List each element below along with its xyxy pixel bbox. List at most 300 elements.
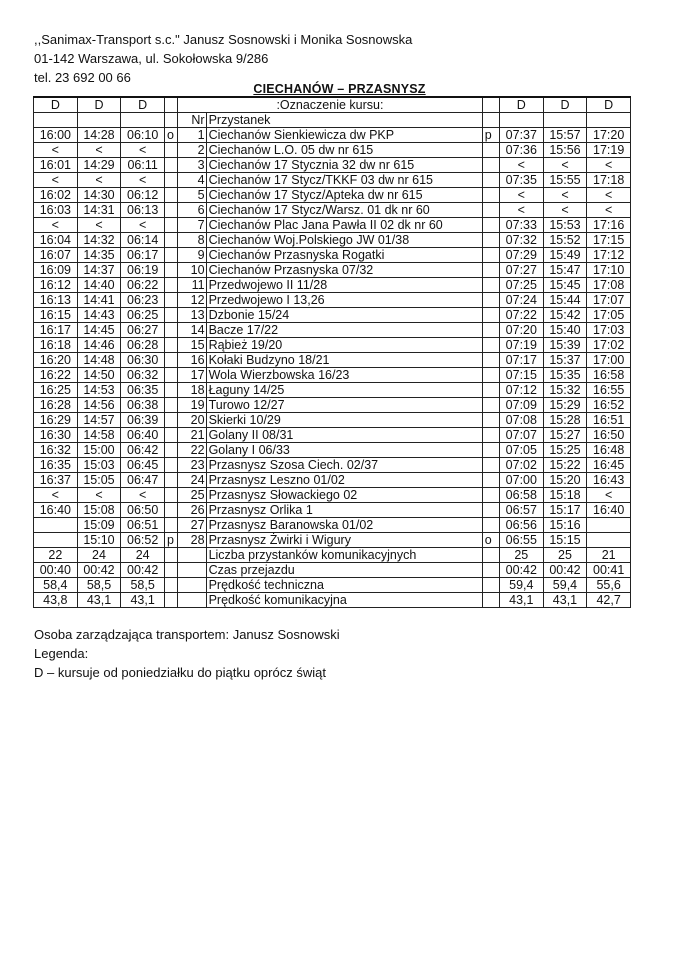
departure-time: 07:25	[499, 278, 543, 293]
course-mark	[164, 293, 177, 308]
departure-time: 15:35	[543, 368, 587, 383]
departure-time: 14:48	[77, 353, 121, 368]
summary-row	[34, 548, 631, 563]
departure-time: <	[543, 188, 587, 203]
departure-time: 07:05	[499, 443, 543, 458]
stop-number: 22	[178, 443, 206, 458]
course-mark	[164, 398, 177, 413]
departure-time: <	[34, 488, 78, 503]
summary-value: 42,7	[587, 593, 631, 608]
departure-time: 14:32	[77, 233, 121, 248]
departure-time: 06:22	[121, 278, 165, 293]
departure-time: 15:17	[543, 503, 587, 518]
summary-value: 24	[121, 548, 165, 563]
departure-time: 16:48	[587, 443, 631, 458]
departure-time: 14:57	[77, 413, 121, 428]
table-row	[34, 368, 631, 383]
departure-time: 17:19	[587, 143, 631, 158]
summary-value: 24	[77, 548, 121, 563]
departure-time: 15:44	[543, 293, 587, 308]
route-title: CIECHANÓW – PRZASNYSZ	[253, 82, 426, 96]
stop-name: Ciechanów L.O. 05 dw nr 615	[206, 143, 482, 158]
departure-time: <	[121, 218, 165, 233]
stop-number: 10	[178, 263, 206, 278]
departure-time: 06:51	[121, 518, 165, 533]
legend-label: Legenda:	[34, 646, 89, 661]
departure-time: 14:35	[77, 248, 121, 263]
table-row	[34, 428, 631, 443]
departure-time: 14:56	[77, 398, 121, 413]
departure-time: 16:40	[587, 503, 631, 518]
summary-row	[34, 593, 631, 608]
course-mark: p	[482, 128, 499, 143]
stop-name: Przasnysz Słowackiego 02	[206, 488, 482, 503]
stop-header: Przystanek	[206, 113, 482, 128]
departure-time: 15:53	[543, 218, 587, 233]
departure-time: 06:52	[121, 533, 165, 548]
course-mark	[482, 503, 499, 518]
stop-name: Ciechanów Sienkiewicza dw PKP	[206, 128, 482, 143]
table-row	[34, 458, 631, 473]
stop-number: 24	[178, 473, 206, 488]
course-mark	[164, 218, 177, 233]
departure-time: 15:56	[543, 143, 587, 158]
departure-time: 07:27	[499, 263, 543, 278]
departure-time: 07:09	[499, 398, 543, 413]
summary-value: 00:42	[77, 563, 121, 578]
departure-time: <	[77, 488, 121, 503]
course-mark	[482, 518, 499, 533]
stop-name: Ciechanów 17 Stycz/Apteka dw nr 615	[206, 188, 482, 203]
table-row	[34, 503, 631, 518]
departure-time: 15:40	[543, 323, 587, 338]
course-mark	[482, 398, 499, 413]
table-row	[34, 338, 631, 353]
departure-time: 16:58	[587, 368, 631, 383]
departure-time: 17:18	[587, 173, 631, 188]
summary-row	[34, 578, 631, 593]
departure-time: 16:45	[587, 458, 631, 473]
course-mark	[164, 503, 177, 518]
departure-time: 07:36	[499, 143, 543, 158]
course-mark	[164, 488, 177, 503]
table-row	[34, 143, 631, 158]
course-mark	[482, 248, 499, 263]
legend-d: D – kursuje od poniedziałku do piątku oprócz świąt	[34, 665, 326, 680]
course-label: :Oznaczenie kursu:	[178, 97, 483, 113]
departure-time: <	[77, 143, 121, 158]
departure-time: 07:33	[499, 218, 543, 233]
departure-time: 06:57	[499, 503, 543, 518]
departure-time: 15:28	[543, 413, 587, 428]
departure-time: 14:53	[77, 383, 121, 398]
departure-time: 06:50	[121, 503, 165, 518]
course-mark	[164, 383, 177, 398]
stop-number: 23	[178, 458, 206, 473]
stop-name: Przasnysz Baranowska 01/02	[206, 518, 482, 533]
departure-time: 16:43	[587, 473, 631, 488]
departure-time	[587, 533, 631, 548]
departure-time: 06:10	[121, 128, 165, 143]
stop-number: 20	[178, 413, 206, 428]
stop-name: Przedwojewo II 11/28	[206, 278, 482, 293]
table-row	[34, 383, 631, 398]
course-mark	[164, 428, 177, 443]
departure-time: 17:00	[587, 353, 631, 368]
stop-number: 15	[178, 338, 206, 353]
departure-time: 07:29	[499, 248, 543, 263]
summary-value: 58,4	[34, 578, 78, 593]
departure-time: 07:35	[499, 173, 543, 188]
departure-time: 07:20	[499, 323, 543, 338]
departure-time: <	[499, 203, 543, 218]
departure-time: 15:08	[77, 503, 121, 518]
table-row	[34, 218, 631, 233]
departure-time: 16:00	[34, 128, 78, 143]
table-row	[34, 128, 631, 143]
departure-time: 16:15	[34, 308, 78, 323]
departure-time: <	[121, 488, 165, 503]
transport-manager: Osoba zarządzająca transportem: Janusz Sosnowski	[34, 627, 340, 642]
departure-time: 06:14	[121, 233, 165, 248]
summary-value: 00:41	[587, 563, 631, 578]
table-row	[34, 488, 631, 503]
course-mark	[482, 383, 499, 398]
departure-time: 14:29	[77, 158, 121, 173]
departure-time: 14:30	[77, 188, 121, 203]
departure-time: <	[587, 488, 631, 503]
course-mark	[482, 158, 499, 173]
departure-time: 16:07	[34, 248, 78, 263]
table-row	[34, 323, 631, 338]
departure-time: 14:46	[77, 338, 121, 353]
day-code: D	[499, 97, 543, 113]
departure-time: 15:45	[543, 278, 587, 293]
departure-time: 06:38	[121, 398, 165, 413]
departure-time: 15:57	[543, 128, 587, 143]
course-mark	[482, 368, 499, 383]
summary-value: 25	[543, 548, 587, 563]
departure-time: 06:47	[121, 473, 165, 488]
course-mark	[482, 293, 499, 308]
course-mark	[482, 233, 499, 248]
departure-time: 14:45	[77, 323, 121, 338]
course-mark	[482, 263, 499, 278]
table-row	[34, 533, 631, 548]
course-mark: o	[164, 128, 177, 143]
table-row	[34, 443, 631, 458]
stop-number: 8	[178, 233, 206, 248]
company-phone: tel. 23 692 00 66	[34, 70, 131, 85]
departure-time: <	[34, 173, 78, 188]
stop-name: Turowo 12/27	[206, 398, 482, 413]
departure-time: 17:02	[587, 338, 631, 353]
course-mark	[482, 443, 499, 458]
departure-time: 07:08	[499, 413, 543, 428]
departure-time: 14:43	[77, 308, 121, 323]
departure-time: <	[121, 173, 165, 188]
company-address: 01-142 Warszawa, ul. Sokołowska 9/286	[34, 51, 269, 66]
departure-time: 14:40	[77, 278, 121, 293]
course-mark	[482, 143, 499, 158]
stop-number: 3	[178, 158, 206, 173]
course-mark	[482, 278, 499, 293]
course-mark	[164, 308, 177, 323]
stop-number: 21	[178, 428, 206, 443]
departure-time: 14:41	[77, 293, 121, 308]
stop-name: Wola Wierzbowska 16/23	[206, 368, 482, 383]
course-mark	[164, 413, 177, 428]
departure-time: 07:12	[499, 383, 543, 398]
summary-label: Liczba przystanków komunikacyjnych	[206, 548, 482, 563]
departure-time: 16:18	[34, 338, 78, 353]
departure-time: 15:47	[543, 263, 587, 278]
stop-name: Przedwojewo I 13,26	[206, 293, 482, 308]
departure-time: 16:50	[587, 428, 631, 443]
stop-name: Kołaki Budzyno 18/21	[206, 353, 482, 368]
departure-time: <	[34, 143, 78, 158]
course-mark	[164, 158, 177, 173]
departure-time: 17:07	[587, 293, 631, 308]
departure-time: 14:58	[77, 428, 121, 443]
departure-time: 06:39	[121, 413, 165, 428]
course-mark	[482, 218, 499, 233]
nr-header: Nr	[178, 113, 206, 128]
stop-name: Ciechanów 17 Stycz/Warsz. 01 dk nr 60	[206, 203, 482, 218]
departure-time: 16:03	[34, 203, 78, 218]
stop-name: Przasnysz Orlika 1	[206, 503, 482, 518]
course-mark: o	[482, 533, 499, 548]
course-mark	[482, 323, 499, 338]
stop-name: Ciechanów 17 Stycz/TKKF 03 dw nr 615	[206, 173, 482, 188]
stop-number: 2	[178, 143, 206, 158]
course-mark	[164, 233, 177, 248]
departure-time: 17:03	[587, 323, 631, 338]
stop-name: Golany I 06/33	[206, 443, 482, 458]
stop-number: 7	[178, 218, 206, 233]
departure-time: 07:24	[499, 293, 543, 308]
departure-time: 15:09	[77, 518, 121, 533]
table-row	[34, 248, 631, 263]
departure-time: 15:29	[543, 398, 587, 413]
stop-name: Ciechanów Przasnyska Rogatki	[206, 248, 482, 263]
departure-time: 16:35	[34, 458, 78, 473]
departure-time: 17:08	[587, 278, 631, 293]
stop-number: 6	[178, 203, 206, 218]
departure-time: 07:15	[499, 368, 543, 383]
departure-time: 16:51	[587, 413, 631, 428]
departure-time: 07:19	[499, 338, 543, 353]
departure-time: 16:32	[34, 443, 78, 458]
departure-time: 15:42	[543, 308, 587, 323]
departure-time: 07:02	[499, 458, 543, 473]
departure-time: 15:32	[543, 383, 587, 398]
summary-value: 43,1	[543, 593, 587, 608]
course-mark	[164, 248, 177, 263]
stop-name: Skierki 10/29	[206, 413, 482, 428]
stop-number: 28	[178, 533, 206, 548]
course-mark	[482, 188, 499, 203]
stop-number: 19	[178, 398, 206, 413]
departure-time: 15:22	[543, 458, 587, 473]
stop-name: Ciechanów Przasnyska 07/32	[206, 263, 482, 278]
course-mark	[482, 488, 499, 503]
departure-time: 15:20	[543, 473, 587, 488]
departure-time: 06:13	[121, 203, 165, 218]
table-row	[34, 263, 631, 278]
departure-time: 15:55	[543, 173, 587, 188]
stop-number: 16	[178, 353, 206, 368]
departure-time: 16:13	[34, 293, 78, 308]
departure-time: 15:49	[543, 248, 587, 263]
summary-value: 43,1	[121, 593, 165, 608]
stop-number: 1	[178, 128, 206, 143]
departure-time: 16:30	[34, 428, 78, 443]
course-mark	[164, 263, 177, 278]
departure-time: 15:18	[543, 488, 587, 503]
course-mark	[482, 173, 499, 188]
summary-value: 22	[34, 548, 78, 563]
course-mark	[164, 368, 177, 383]
course-mark	[164, 173, 177, 188]
summary-value: 59,4	[499, 578, 543, 593]
day-code: D	[543, 97, 587, 113]
day-code: D	[587, 97, 631, 113]
departure-time: 17:15	[587, 233, 631, 248]
departure-time: 07:00	[499, 473, 543, 488]
course-mark	[164, 458, 177, 473]
departure-time: <	[543, 158, 587, 173]
departure-time: 16:12	[34, 278, 78, 293]
course-mark	[482, 353, 499, 368]
departure-time: 15:52	[543, 233, 587, 248]
header-row-columns	[34, 113, 631, 128]
summary-value: 00:42	[499, 563, 543, 578]
summary-label: Prędkość komunikacyjna	[206, 593, 482, 608]
stop-name: Przasnysz Leszno 01/02	[206, 473, 482, 488]
departure-time: 16:09	[34, 263, 78, 278]
departure-time: 06:40	[121, 428, 165, 443]
footer	[34, 625, 340, 682]
course-mark	[164, 518, 177, 533]
course-mark	[164, 143, 177, 158]
stop-name: Ciechanów Woj.Polskiego JW 01/38	[206, 233, 482, 248]
timetable	[33, 96, 631, 608]
departure-time: 06:12	[121, 188, 165, 203]
day-code: D	[77, 97, 121, 113]
table-row	[34, 293, 631, 308]
stop-name: Przasnysz Szosa Ciech. 02/37	[206, 458, 482, 473]
departure-time: 15:37	[543, 353, 587, 368]
table-row	[34, 308, 631, 323]
departure-time: 07:17	[499, 353, 543, 368]
departure-time: 07:07	[499, 428, 543, 443]
departure-time: 06:35	[121, 383, 165, 398]
departure-time: 07:32	[499, 233, 543, 248]
stop-name: Ciechanów Plac Jana Pawła II 02 dk nr 60	[206, 218, 482, 233]
departure-time: 15:03	[77, 458, 121, 473]
departure-time: 15:25	[543, 443, 587, 458]
table-row	[34, 278, 631, 293]
company-name: ,,Sanimax-Transport s.c." Janusz Sosnowski i Monika Sosnowska	[34, 32, 413, 47]
table-row	[34, 413, 631, 428]
course-mark	[164, 338, 177, 353]
summary-value: 00:40	[34, 563, 78, 578]
departure-time: 16:37	[34, 473, 78, 488]
departure-time: 15:00	[77, 443, 121, 458]
departure-time: 16:25	[34, 383, 78, 398]
stop-number: 18	[178, 383, 206, 398]
departure-time	[34, 518, 78, 533]
departure-time	[587, 518, 631, 533]
stop-name: Łaguny 14/25	[206, 383, 482, 398]
summary-value: 43,8	[34, 593, 78, 608]
table-row	[34, 518, 631, 533]
departure-time: 06:23	[121, 293, 165, 308]
departure-time: 14:31	[77, 203, 121, 218]
summary-label: Czas przejazdu	[206, 563, 482, 578]
summary-value: 43,1	[499, 593, 543, 608]
course-mark	[164, 278, 177, 293]
departure-time: 07:37	[499, 128, 543, 143]
departure-time	[34, 533, 78, 548]
departure-time: 16:17	[34, 323, 78, 338]
course-mark	[482, 338, 499, 353]
table-row	[34, 398, 631, 413]
course-mark	[164, 443, 177, 458]
stop-number: 5	[178, 188, 206, 203]
stop-number: 13	[178, 308, 206, 323]
summary-value: 59,4	[543, 578, 587, 593]
departure-time: 17:10	[587, 263, 631, 278]
summary-value: 21	[587, 548, 631, 563]
table-row	[34, 353, 631, 368]
departure-time: <	[34, 218, 78, 233]
stop-name: Dzbonie 15/24	[206, 308, 482, 323]
departure-time: 14:50	[77, 368, 121, 383]
departure-time: 15:39	[543, 338, 587, 353]
course-mark	[482, 428, 499, 443]
departure-time: 06:30	[121, 353, 165, 368]
stop-name: Golany II 08/31	[206, 428, 482, 443]
course-mark	[482, 473, 499, 488]
table-row	[34, 203, 631, 218]
course-mark	[164, 323, 177, 338]
departure-time: 06:17	[121, 248, 165, 263]
departure-time: 16:52	[587, 398, 631, 413]
stop-number: 14	[178, 323, 206, 338]
departure-time: 06:19	[121, 263, 165, 278]
departure-time: 06:58	[499, 488, 543, 503]
summary-value: 55,6	[587, 578, 631, 593]
departure-time: <	[587, 203, 631, 218]
departure-time: 14:37	[77, 263, 121, 278]
stop-name: Bacze 17/22	[206, 323, 482, 338]
departure-time: 06:32	[121, 368, 165, 383]
course-mark	[164, 353, 177, 368]
departure-time: 16:02	[34, 188, 78, 203]
departure-time: 06:55	[499, 533, 543, 548]
departure-time: <	[77, 218, 121, 233]
stop-number: 12	[178, 293, 206, 308]
stop-name: Rąbież 19/20	[206, 338, 482, 353]
departure-time: <	[543, 203, 587, 218]
table-row	[34, 158, 631, 173]
course-mark	[164, 473, 177, 488]
departure-time: <	[587, 158, 631, 173]
summary-value: 25	[499, 548, 543, 563]
day-code: D	[34, 97, 78, 113]
